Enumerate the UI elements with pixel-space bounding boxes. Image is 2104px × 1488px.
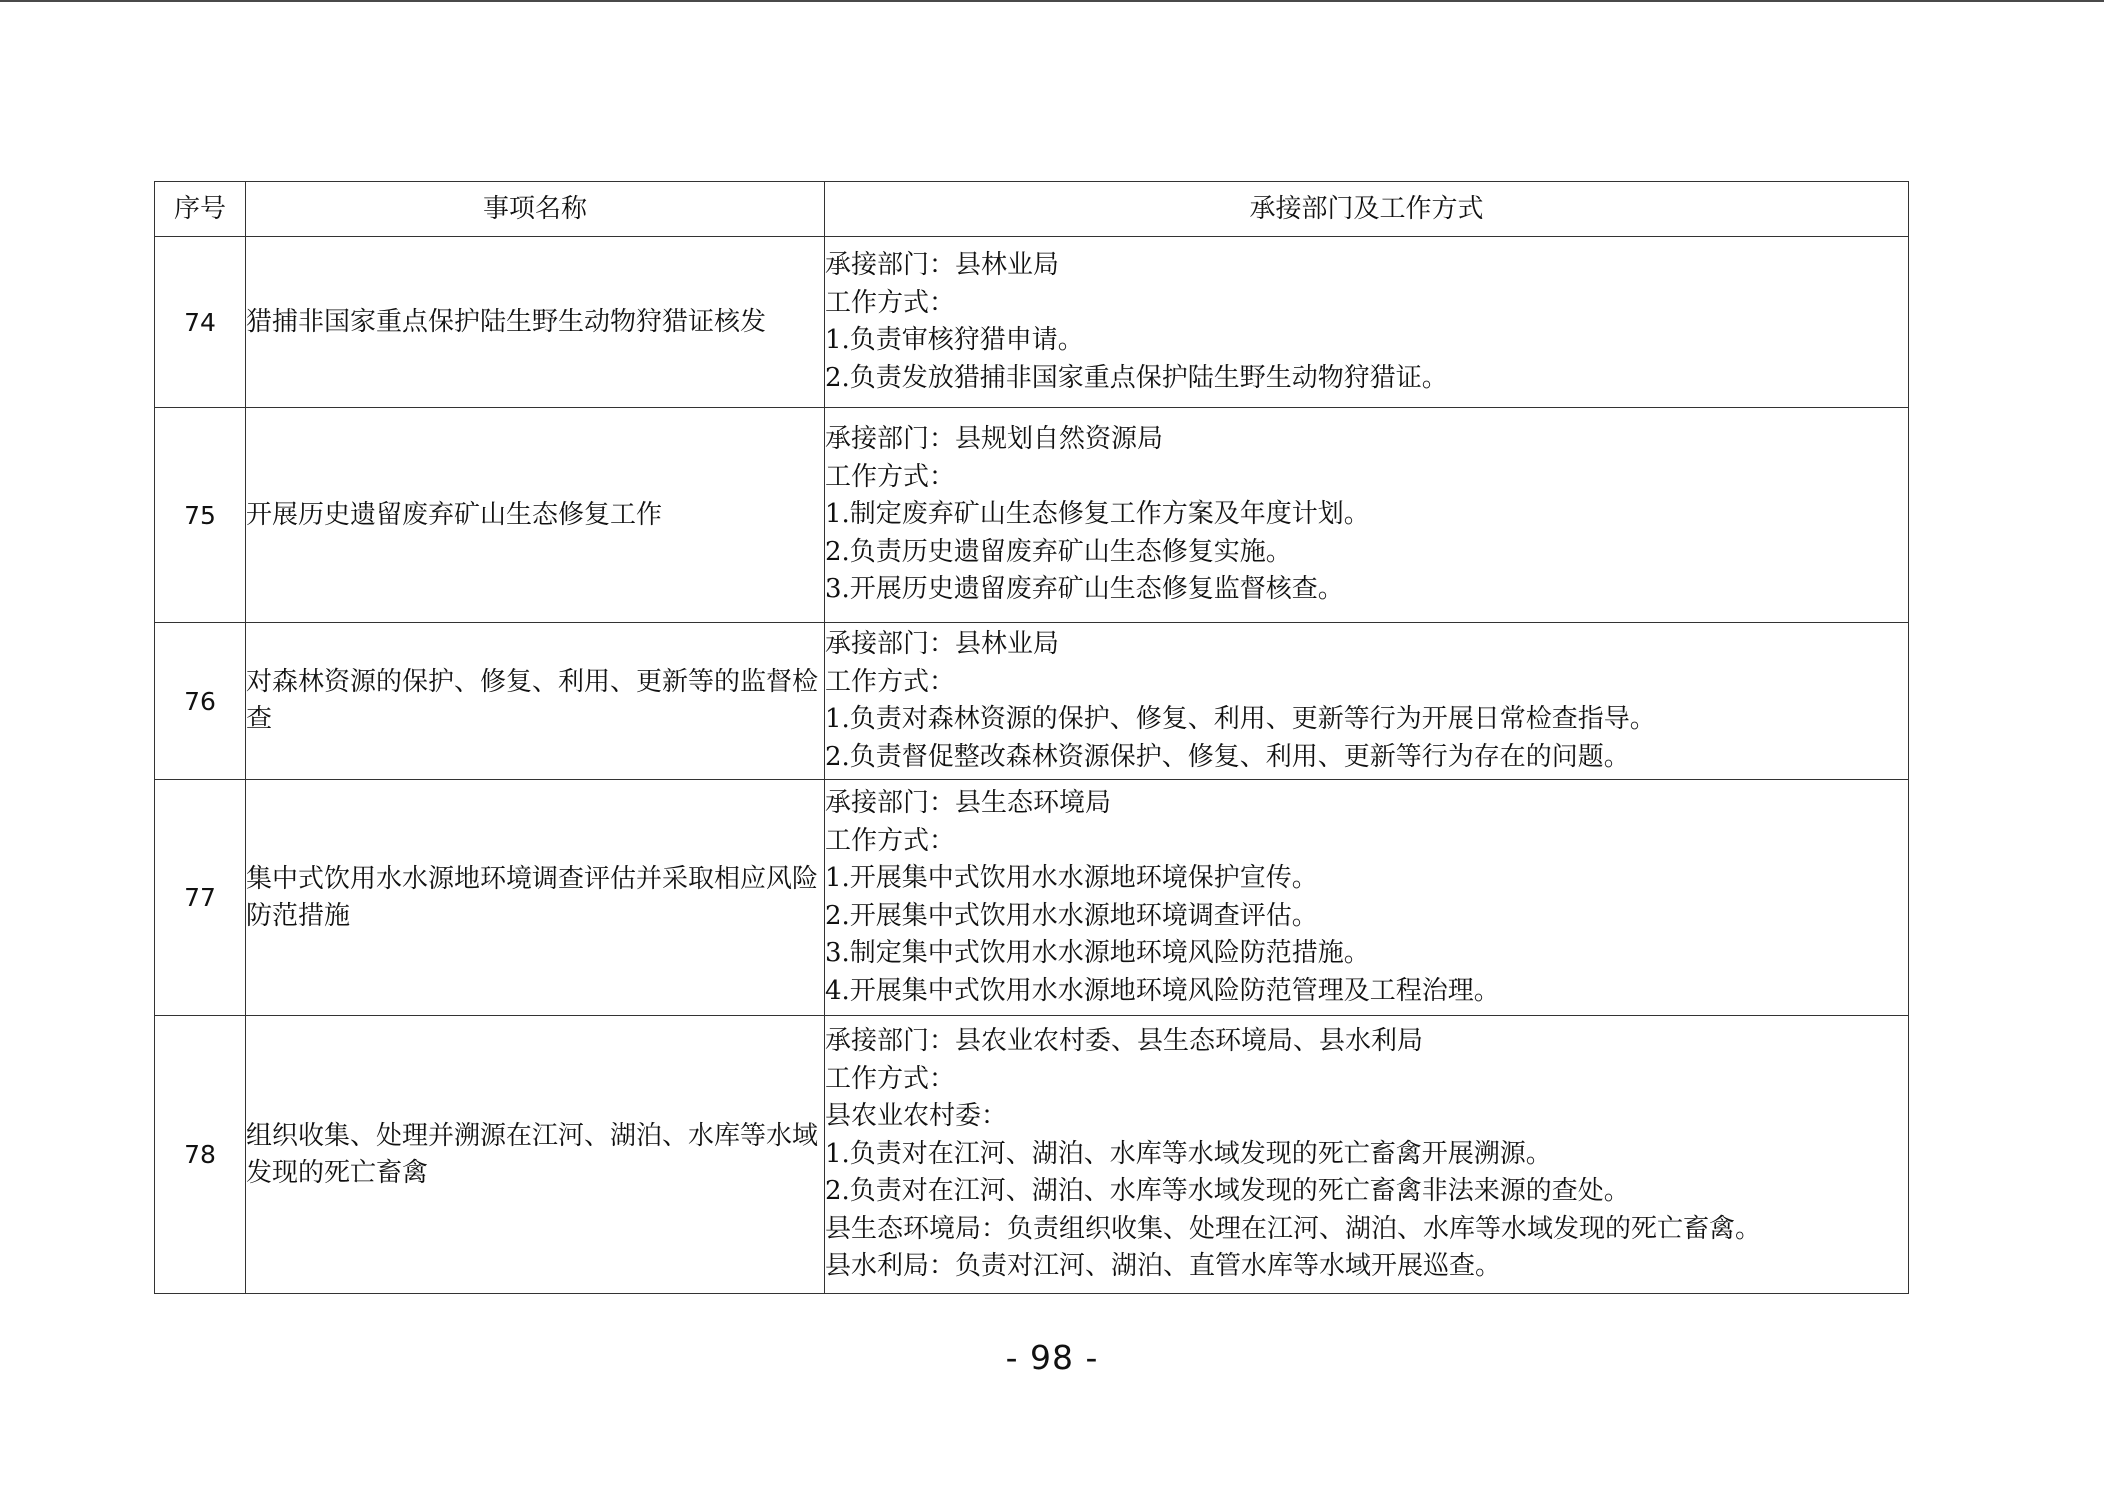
row-number: 76 (155, 623, 246, 780)
detail-line: 县农业农村委： (825, 1101, 1008, 1132)
table-row (155, 780, 1909, 1016)
detail-line: 2.负责对在江河、湖泊、水库等水域发现的死亡畜禽非法来源的查处。 (825, 1176, 1630, 1207)
department-details (825, 408, 1909, 623)
matter-name: 开展历史遗留废弃矿山生态修复工作 (246, 408, 825, 623)
table-row (155, 623, 1909, 780)
top-border-rule (0, 0, 2104, 2)
table-row (155, 1016, 1909, 1294)
department-details (825, 237, 1909, 408)
department-details (825, 623, 1909, 780)
detail-line: 1.负责对在江河、湖泊、水库等水域发现的死亡畜禽开展溯源。 (825, 1138, 1552, 1169)
detail-line: 3.开展历史遗留废弃矿山生态修复监督核查。 (825, 574, 1344, 605)
row-number: 75 (155, 408, 246, 623)
matter-name: 组织收集、处理并溯源在江河、湖泊、水库等水域发现的死亡畜禽 (246, 1016, 825, 1294)
detail-line: 1.制定废弃矿山生态修复工作方案及年度计划。 (825, 499, 1370, 530)
department-details (825, 780, 1909, 1016)
detail-line: 工作方式： (825, 1063, 956, 1094)
table-row (155, 408, 1909, 623)
header-serial-number: 序号 (155, 182, 246, 237)
detail-line: 4.开展集中式饮用水水源地环境风险防范管理及工程治理。 (825, 975, 1500, 1006)
detail-line: 承接部门：县生态环境局 (825, 788, 1112, 818)
row-number: 78 (155, 1016, 246, 1294)
detail-line: 1.负责审核狩猎申请。 (825, 325, 1084, 355)
header-matter-name: 事项名称 (246, 182, 825, 237)
detail-line: 1.开展集中式饮用水水源地环境保护宣传。 (825, 863, 1318, 893)
detail-line: 工作方式： (825, 461, 956, 492)
row-number: 77 (155, 780, 246, 1016)
detail-line: 承接部门：县农业农村委、县生态环境局、县水利局 (825, 1026, 1424, 1057)
detail-line: 工作方式： (825, 666, 956, 697)
detail-line: 3.制定集中式饮用水水源地环境风险防范措施。 (825, 938, 1370, 968)
row-number: 74 (155, 237, 246, 408)
matters-table (154, 181, 1909, 1294)
detail-line: 2.负责督促整改森林资源保护、修复、利用、更新等行为存在的问题。 (825, 741, 1630, 772)
department-details (825, 1016, 1909, 1294)
page-number: - 98 - (1005, 1338, 1099, 1377)
matter-name: 集中式饮用水水源地环境调查评估并采取相应风险防范措施 (246, 780, 825, 1016)
table-row (155, 237, 1909, 408)
table-header-row (155, 182, 1909, 237)
detail-line: 工作方式： (825, 825, 956, 856)
matter-name: 猎捕非国家重点保护陆生野生动物狩猎证核发 (246, 237, 825, 408)
detail-line: 工作方式： (825, 287, 956, 318)
detail-line: 2.负责历史遗留废弃矿山生态修复实施。 (825, 536, 1292, 567)
detail-line: 2.开展集中式饮用水水源地环境调查评估。 (825, 900, 1318, 931)
detail-line: 1.负责对森林资源的保护、修复、利用、更新等行为开展日常检查指导。 (825, 704, 1656, 734)
detail-line: 承接部门：县规划自然资源局 (825, 424, 1164, 455)
detail-line: 县水利局：负责对江河、湖泊、直管水库等水域开展巡查。 (825, 1251, 1502, 1282)
header-department-and-method: 承接部门及工作方式 (825, 182, 1909, 237)
detail-line: 2.负责发放猎捕非国家重点保护陆生野生动物狩猎证。 (825, 362, 1448, 393)
detail-line: 承接部门：县林业局 (825, 629, 1060, 659)
matter-name: 对森林资源的保护、修复、利用、更新等的监督检查 (246, 623, 825, 780)
detail-line: 县生态环境局：负责组织收集、处理在江河、湖泊、水库等水域发现的死亡畜禽。 (825, 1213, 1762, 1244)
detail-line: 承接部门：县林业局 (825, 250, 1060, 280)
